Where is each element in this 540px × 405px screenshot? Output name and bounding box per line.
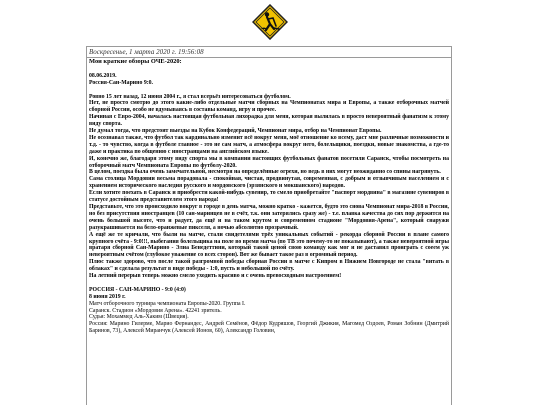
paragraph: Не думал тогда, что предстоит выезды на Кубок Конфедераций, Чемпионат мира, отбор на Чемпионат Европы. (89, 128, 382, 135)
paragraph: Плюс также здорово, что после такой разгромной победы сборная России в матче с Кипром в Нижнем Новгороде не стала "витать в облаках" и сделала результат в виде победы - 1:0, пусть и небольшой по счёту. (89, 259, 449, 273)
paragraph: Представьте, что это происходило вокруг в городе в день матча, можно кратко - кажется, будто это снова Чемпионат мира-2018 в России, но без присутствия иностранцев (10 сан-маринцев не в счёт, т.к. они затерялись сразу же) - т.е. плавка качества до сих пор держится на очень большой высоте, что и радует, да ещё и на таком крутом и современном стадионе "Мордовия-Арена", который снаружи разукрашивается на бело-оранжевые пикселя, а ночью абсолютно прозрачный. (89, 204, 449, 231)
section-line: Матч отборочного турнира чемпионата Европы-2020. Группа I. (89, 300, 246, 307)
worker-digging-icon (252, 4, 288, 40)
post-content (87, 58, 451, 335)
paragraph: Начиная с Евро-2004, началась настоящая футбольная лихорадка для меня, которая вылилась в просто невероятный фанатизм к этому виду спорта. (89, 114, 449, 128)
post-title: Мои краткие обзоры ОЧЕ-2020: (89, 58, 182, 65)
section-line: Россия: Марино Гилерме, Марио Фернандес, Андрей Семёнов, Фёдор Кудряшов, Георгий Джикия, Магомед Оздоев, Роман Зобнин (Дмитрий Баринов, 73), Алексей Миранчук (Алексей Ионов, 60), Александр Головин, (89, 321, 449, 335)
paragraph: Не осознавал также, что футбол так кардинально изменит всё вокруг меня, моё отношение ко всему, даст мне различные возможности и т.д. - то чувство, когда в футболе главное - это не сам матч, а атмосфера вокруг него, болельщики, поездки, новые знакомства, а где-то даже и практика по общению с иностранцами на английском языке. (89, 134, 449, 155)
paragraph: Если хотите поехать в Саранск и приобрести какой-нибудь сувенир, то смело приобретайте "паспорт мордвина" в магазине сувениров в статусе достойным представителем этого народа! (89, 190, 449, 204)
paragraph: А ещё же те кричали, что были на матче, стали свидетелями трёх уникальных событий - рекорда сборной России в плане самого крупного счёта - 9:0!!!, выбегания болельщика на поле во время матча (по ТВ это почему-то не показывают), а также невероятной игры вратаря сборной Сан-Марино - Элиа Бенедеттини, который такой ценой свою команду как мог и не даставил проиграть с соеем уж невероятным счётом (глубокое уважение со всех сторон). Вот же бывает такое раз в огромный период. (89, 231, 449, 259)
section-title: РОССИЯ - САН-МАРИНО - 9:0 (4:0) (89, 286, 186, 293)
match-date: 08.06.2019. (89, 72, 117, 79)
paragraph: В целом, поездка была очень замечательной, несмотря на определённые огрехи, но ведь в них могут неожиданно со спины нагрянуть. (89, 169, 441, 176)
paragraph: Нет, не просто смотрю до этого какие-либо отдельные матчи сборных на Чемпионатах мира и Европы, а также отборочных матчей сборной России, особо не вдумываясь в составы команд, игру и прочее. (89, 100, 449, 114)
paragraph: На летний перерыв теперь можно смело уходить красиво и с очень превосходным настроением! (89, 273, 342, 280)
paragraph: И, конечно же, благодаря этому виду спорта мы в компании настоящих футбольных фанатов посетили Саранск, чтобы посмотреть на отборочный матч Чемпионата Европы по футболу-2020. (89, 155, 449, 169)
section-line: Судья: Мохаммед Аль-Хаким (Швеция). (89, 314, 189, 321)
post-date: Воскресенье, 1 марта 2020 г. 19:56:08 (87, 47, 451, 58)
blog-post (86, 46, 452, 405)
match-title: Россия-Сан-Марино 9:0. (89, 79, 154, 86)
paragraph: Сама столица Мордовии весьма порадовала - спокойная, чистая, продвинутая, современная, с добрым и отзывчивым населением и с хранением исторического наследия русского и мордовского (эрзянского и мокшанского) народов. (89, 176, 449, 190)
section-line: Саранск. Стадион «Мордовия Арена». 42241 зритель. (89, 307, 222, 314)
site-header (0, 0, 540, 44)
paragraph: Ровно 15 лет назад, 12 июня 2004 г., я стал всерьёз интересоваться футболом. (89, 93, 291, 100)
section-date: 8 июня 2019 г. (89, 293, 126, 300)
